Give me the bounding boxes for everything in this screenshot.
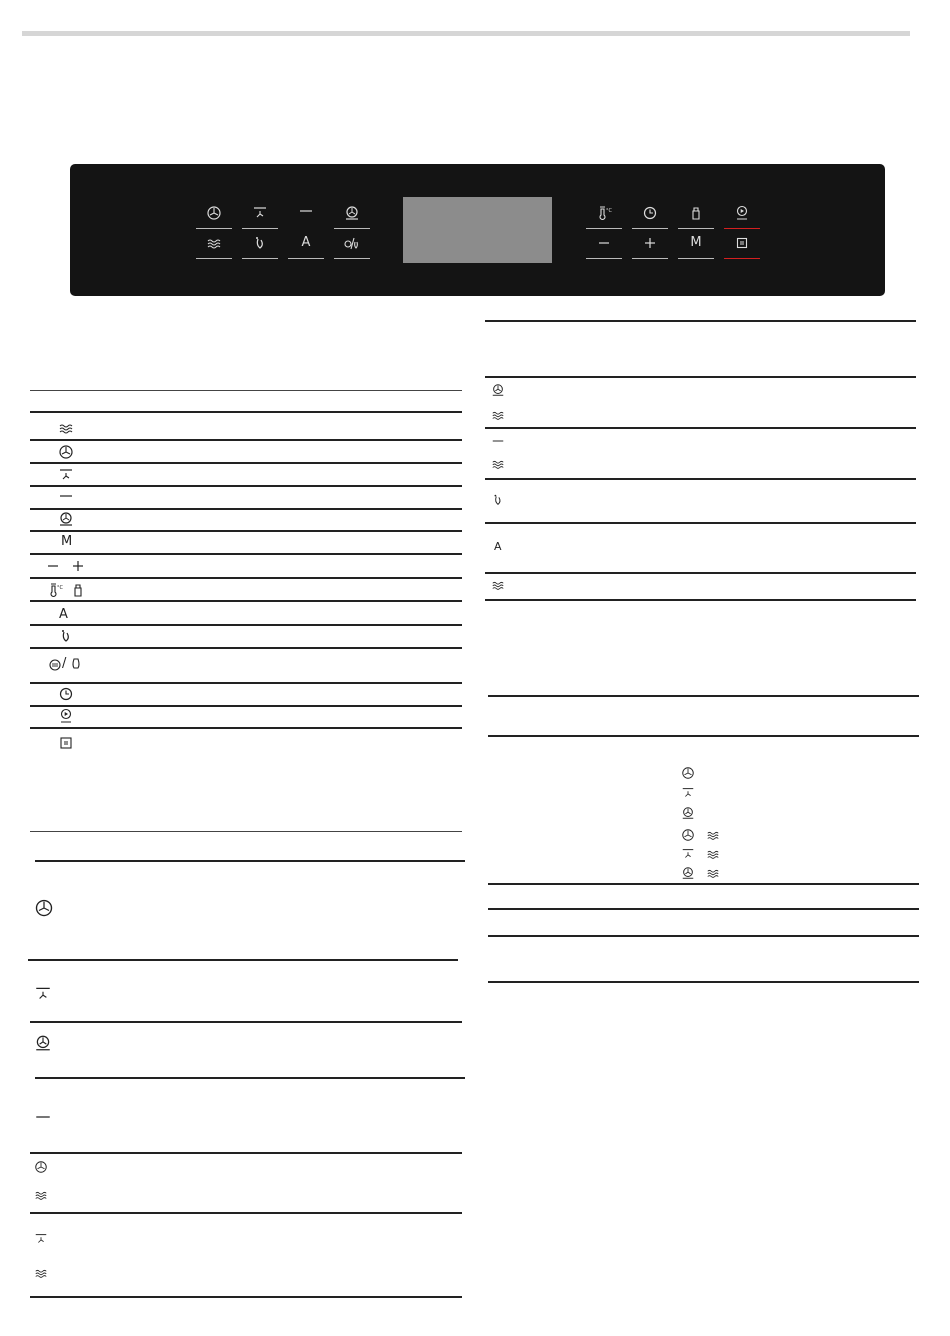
table-rule: [485, 522, 916, 524]
bottom-heat-icon: [34, 1188, 48, 1202]
bottom-heat-icon: [58, 420, 74, 436]
table-rule: [488, 935, 919, 937]
steam-clean-icon: [58, 628, 74, 644]
quick-start-button[interactable]: [724, 198, 760, 229]
table-rule: [30, 647, 462, 649]
fan-heating-button[interactable]: [196, 198, 232, 229]
fan-heating-icon: [681, 828, 695, 842]
table-rule: [488, 908, 919, 910]
plus-icon: [642, 235, 658, 251]
auto-label: A: [59, 607, 68, 622]
table-rule: [30, 485, 462, 487]
grill-fan-icon: [681, 847, 695, 861]
pause-icon: [734, 235, 750, 251]
grill-fan-icon: [252, 205, 268, 221]
table-rule: [30, 600, 462, 602]
auto-label: A: [494, 540, 502, 553]
table-rule: [30, 508, 462, 510]
table-rule: [485, 478, 916, 480]
oven-display: [403, 197, 552, 263]
child-lock-icon: [688, 205, 704, 221]
bottom-heat-button[interactable]: [196, 228, 232, 259]
table-rule: [30, 462, 462, 464]
auto-button[interactable]: [288, 228, 324, 259]
meat-probe-icon: [47, 582, 63, 598]
plus-icon: [70, 558, 86, 574]
minus-icon: [596, 235, 612, 251]
minus-button[interactable]: [586, 228, 622, 259]
table-rule: [485, 572, 916, 574]
table-rule: [30, 411, 462, 413]
plus-button[interactable]: [632, 228, 668, 259]
table-rule: [30, 439, 462, 441]
table-rule: [30, 831, 462, 832]
table-rule: [485, 376, 916, 378]
meat-probe-icon: [596, 205, 612, 221]
bottom-heat-icon: [706, 847, 720, 861]
minus-icon: [45, 558, 61, 574]
grill-fan-icon: [58, 467, 74, 483]
steam-clean-button[interactable]: [242, 228, 278, 259]
table-rule: [30, 727, 462, 729]
pizza-icon: [344, 205, 360, 221]
clock-button[interactable]: [632, 198, 668, 229]
top-heat-icon: [491, 434, 505, 448]
fan-heating-icon: [34, 1160, 48, 1174]
table-rule: [30, 624, 462, 626]
quick-start-icon: [734, 205, 750, 221]
table-rule: [30, 1212, 462, 1214]
defrost-dough-icon: [344, 235, 360, 251]
table-rule: [485, 427, 916, 429]
table-rule: [30, 682, 462, 684]
pizza-icon: [34, 1034, 52, 1052]
top-heat-icon: [298, 205, 314, 221]
child-lock-button[interactable]: [678, 198, 714, 229]
meat-probe-button[interactable]: [586, 198, 622, 229]
grill-fan-icon: [34, 985, 52, 1003]
grill-fan-icon: [681, 786, 695, 800]
table-rule: [30, 705, 462, 707]
svg-text:°C: °C: [606, 208, 612, 214]
top-heat-button[interactable]: [288, 198, 324, 228]
pizza-icon: [681, 806, 695, 820]
bottom-heat-icon: [34, 1266, 48, 1280]
bottom-heat-icon: [491, 457, 505, 471]
clock-icon: [642, 205, 658, 221]
grill-fan-icon: [34, 1232, 48, 1246]
fan-heating-icon: [58, 444, 74, 460]
steam-clean-icon: [491, 493, 505, 507]
dough-proving-icon: [68, 656, 84, 672]
steam-clean-icon: [252, 235, 268, 251]
table-rule: [30, 553, 462, 555]
table-rule: [35, 1077, 465, 1079]
table-rule: [28, 959, 458, 961]
memory-button[interactable]: [678, 228, 714, 259]
table-rule: [30, 530, 462, 532]
quick-start-icon: [58, 708, 74, 724]
memory-label: M: [61, 534, 73, 549]
table-rule: [485, 599, 916, 601]
defrost-dough-button[interactable]: [334, 228, 370, 259]
memory-label: M: [690, 235, 702, 250]
table-rule: [485, 320, 916, 322]
grill-fan-button[interactable]: [242, 198, 278, 229]
child-lock-icon: [70, 582, 86, 598]
table-rule: [30, 1296, 462, 1298]
table-rule: [488, 981, 919, 983]
pause-icon: [58, 735, 74, 751]
pizza-icon: [491, 383, 505, 397]
top-rule: [22, 31, 910, 36]
pizza-icon: [58, 511, 74, 527]
table-rule: [30, 1021, 462, 1023]
bottom-heat-icon: [491, 408, 505, 422]
top-heat-icon: [58, 489, 74, 505]
pizza-icon: [681, 866, 695, 880]
fan-heating-icon: [206, 205, 222, 221]
clock-icon: [58, 686, 74, 702]
bottom-heat-icon: [706, 828, 720, 842]
table-rule: [488, 695, 919, 697]
bottom-heat-icon: [706, 866, 720, 880]
auto-label: A: [301, 235, 311, 250]
table-rule: [488, 883, 919, 885]
bottom-heat-icon: [206, 235, 222, 251]
fan-heating-icon: [34, 898, 54, 918]
top-heat-icon: [34, 1108, 52, 1126]
pizza-button[interactable]: [334, 198, 370, 229]
bottom-heat-icon: [491, 578, 505, 592]
table-rule: [30, 1152, 462, 1154]
pause-button[interactable]: [724, 228, 760, 259]
table-rule: [488, 735, 919, 737]
fan-heating-icon: [681, 766, 695, 780]
table-rule: [30, 577, 462, 579]
table-rule: [30, 390, 462, 391]
table-rule: [35, 860, 465, 862]
svg-text:°C: °C: [57, 585, 63, 591]
slash-separator: /: [62, 656, 67, 671]
